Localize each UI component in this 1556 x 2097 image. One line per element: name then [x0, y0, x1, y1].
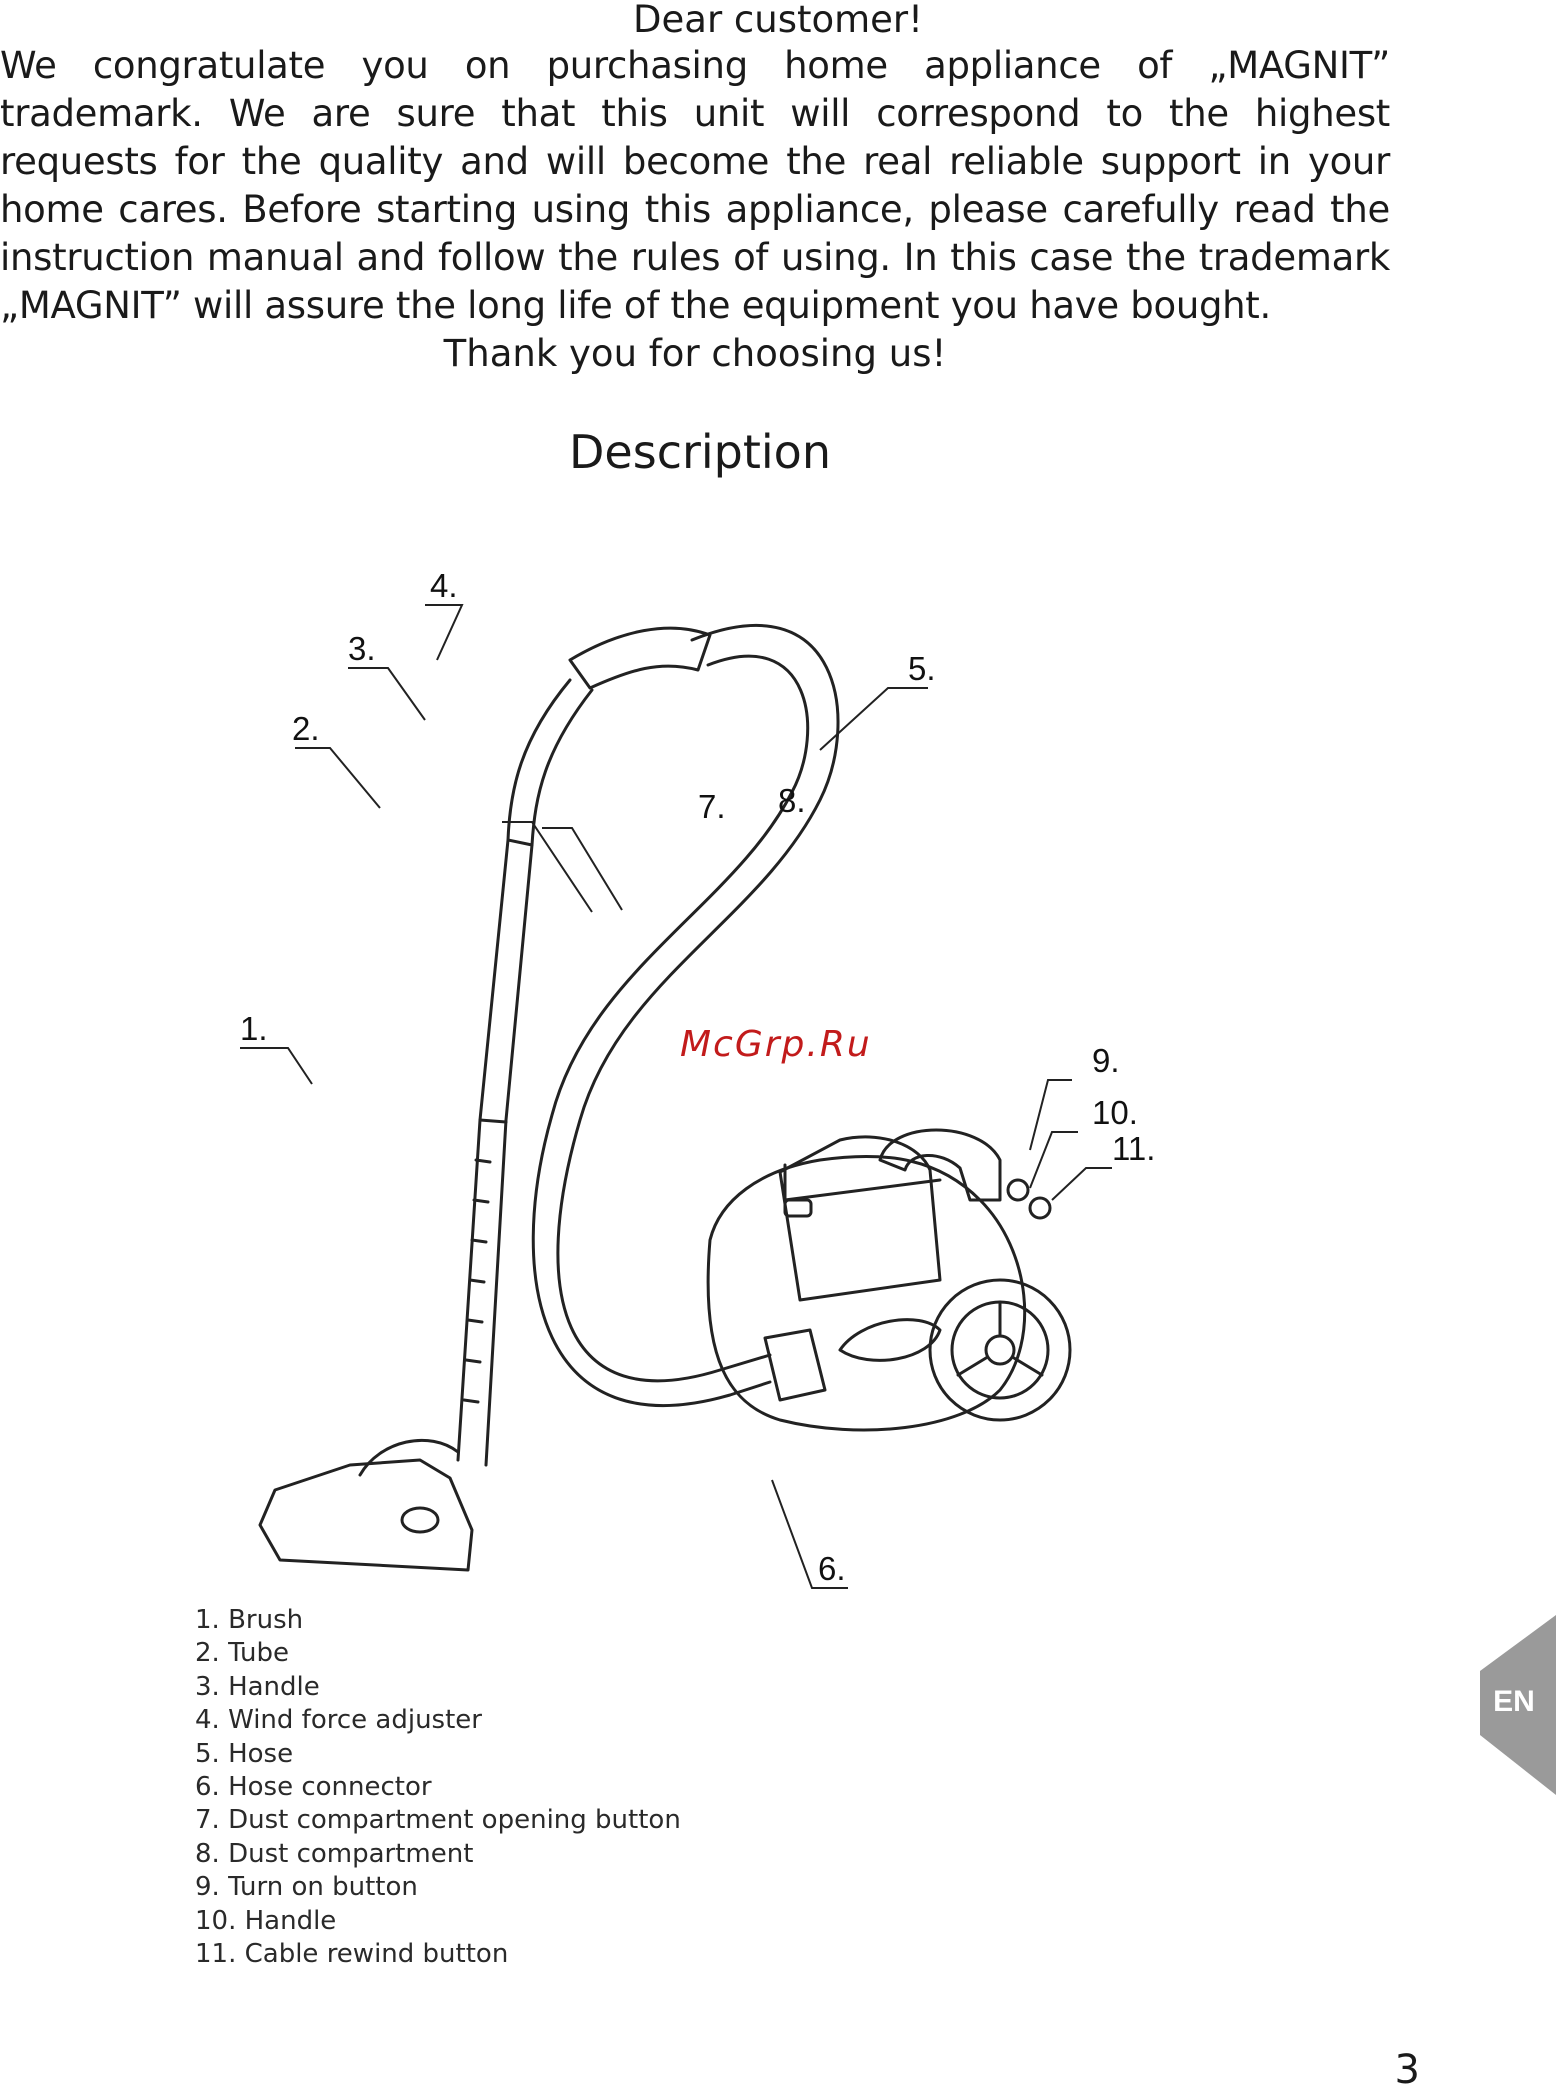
callout-10: 10.	[1092, 1094, 1138, 1131]
list-item: 11. Cable rewind button	[195, 1939, 509, 1970]
vacuum-cleaner-diagram	[240, 560, 1200, 1587]
tube-joint	[508, 840, 532, 845]
list-item: 5. Hose	[195, 1738, 294, 1769]
callout-5: 5.	[908, 650, 936, 687]
tube-joint-lower	[480, 1120, 506, 1122]
dust-compartment-lid	[785, 1165, 940, 1200]
callout-3: 3.	[348, 630, 376, 667]
list-item: 10. Handle	[195, 1905, 337, 1936]
canister-body	[708, 1156, 1025, 1430]
section-title: Description	[569, 425, 831, 479]
callout-4: 4.	[430, 567, 458, 604]
hose-connector	[765, 1330, 825, 1400]
side-vent	[840, 1320, 940, 1361]
callout-11: 11.	[1112, 1130, 1156, 1167]
callout-2: 2.	[292, 710, 320, 747]
list-item: 4. Wind force adjuster	[195, 1705, 482, 1736]
greeting: Dear customer!	[633, 0, 923, 41]
list-item: 9. Turn on button	[195, 1872, 418, 1903]
parts-list	[195, 1604, 681, 1971]
wheel-hub	[986, 1336, 1014, 1364]
list-item: 3. Handle	[195, 1671, 320, 1702]
cable-rewind-button	[1030, 1198, 1050, 1218]
page-number: 3	[1394, 2047, 1420, 2093]
callout-6: 6.	[818, 1550, 846, 1587]
canister-handle	[880, 1130, 1000, 1200]
callout-8: 8.	[778, 782, 806, 819]
brush-pedal	[402, 1508, 438, 1532]
intro-paragraph: We congratulate you on purchasing home appliance of „MAGNIT” trademark. We are sure that this unit will correspond to the highest requests for the quality and will become the real reliable support in your home cares. Before starting using this appliance, please carefully read the instruction manual and follow the rules of using. In this case the trademark „MAGNIT” will assure the long life of the equipment you have bought.	[0, 44, 1390, 327]
brush-neck	[360, 1440, 458, 1475]
list-item: 8. Dust compartment	[195, 1838, 474, 1869]
watermark: McGrp.Ru	[680, 1024, 872, 1065]
callout-1: 1.	[240, 1010, 268, 1047]
list-item: 7. Dust compartment opening button	[195, 1805, 681, 1836]
language-tab	[1480, 1615, 1556, 1795]
list-item: 2. Tube	[195, 1638, 289, 1669]
tube-outline-inner	[486, 690, 592, 1465]
thanks-line: Thank you for choosing us!	[443, 332, 947, 375]
vacuum-illustration	[240, 560, 1200, 1587]
list-item: 6. Hose connector	[195, 1772, 432, 1803]
callout-9: 9.	[1092, 1042, 1120, 1079]
handle-grip	[570, 628, 710, 688]
language-tab-label: EN	[1493, 1685, 1535, 1718]
turn-on-button	[1008, 1180, 1028, 1200]
tube-notches	[464, 1160, 490, 1402]
brush-outline	[260, 1460, 472, 1570]
callout-7: 7.	[698, 788, 726, 825]
dust-release-button	[785, 1200, 811, 1216]
list-item: 1. Brush	[195, 1605, 304, 1635]
